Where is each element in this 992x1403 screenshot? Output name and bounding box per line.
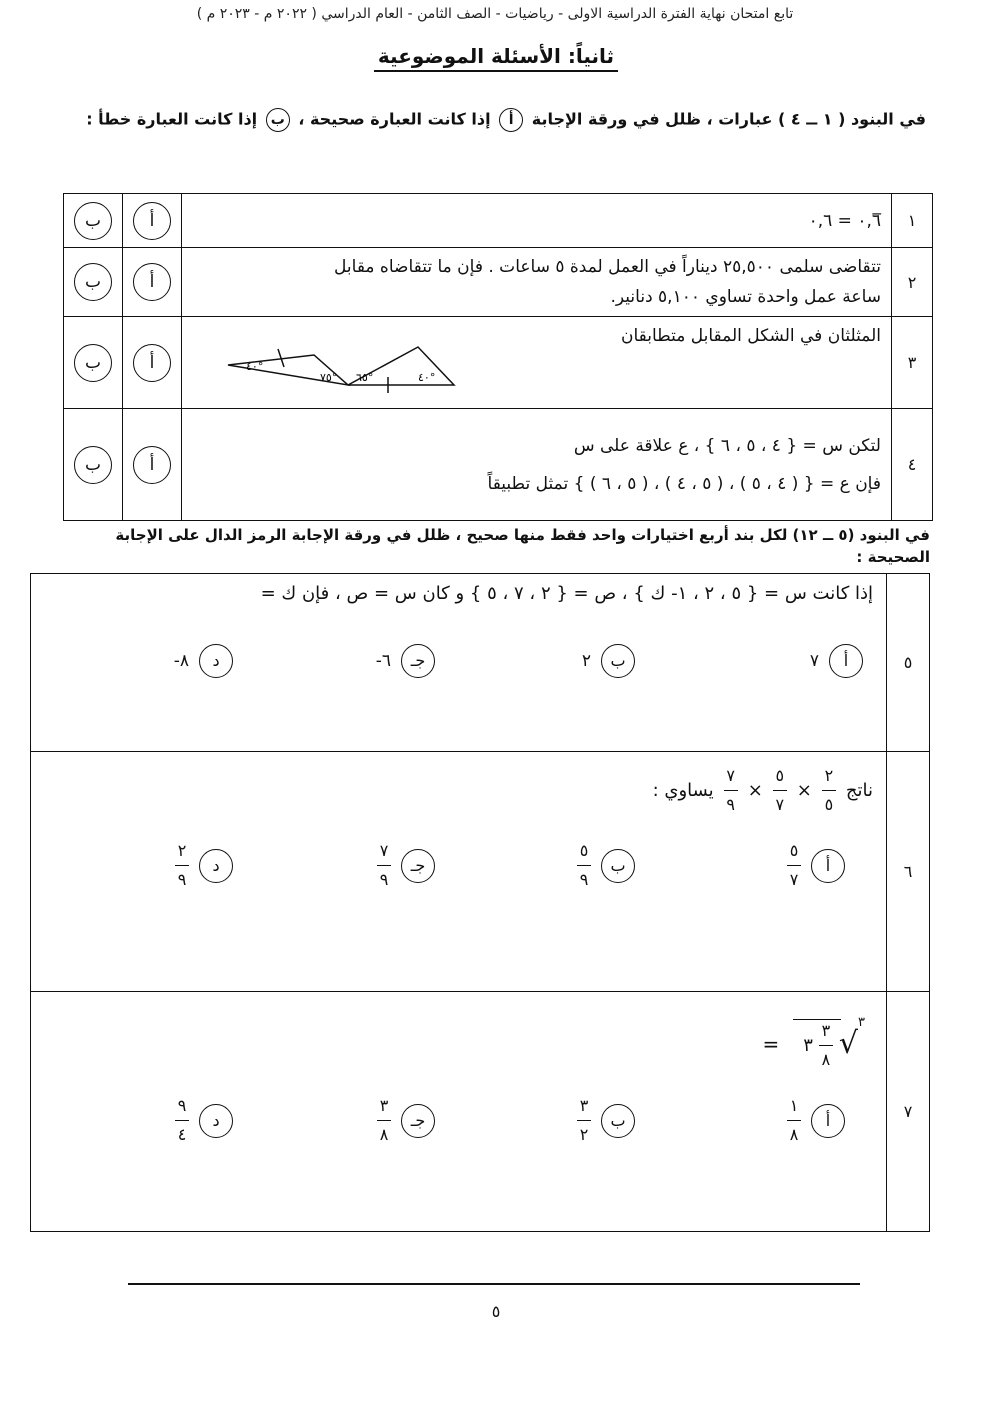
option-a-bubble[interactable]: أ: [133, 263, 171, 301]
option-b-bubble[interactable]: ب: [74, 446, 112, 484]
option-d-bubble[interactable]: د: [199, 1104, 233, 1138]
instructions-true-false: في البنود ( ١ ــ ٤ ) عبارات ، ظلل في ورقة الإجابة أ إذا كانت العبارة صحيحة ، ب إذا كانت العبارة خطأ :: [66, 108, 926, 132]
question-cell: [31, 992, 887, 1232]
item-number: ٤: [892, 409, 933, 521]
angle-label: ٤٠°: [246, 360, 264, 373]
tf-row-2: [64, 248, 933, 317]
option-a[interactable]: أ ٧: [810, 644, 863, 678]
option-b[interactable]: ب $\frac{٥}{٩}$: [577, 842, 635, 889]
question-cell: [31, 752, 887, 992]
option-b-bubble[interactable]: ب: [601, 849, 635, 883]
angle-label: ٦٥°: [356, 371, 374, 384]
question-text: ناتج $\frac{٢}{٥}$ × $\frac{٥}{٧}$ × $\frac{٧}{٩}$ يساوي :: [652, 766, 873, 814]
item-number: ٣: [892, 317, 933, 409]
section-title: ثانياً: الأسئلة الموضوعية: [0, 44, 992, 68]
option-a-bubble[interactable]: أ: [133, 446, 171, 484]
option-c[interactable]: جـ -٦: [376, 644, 435, 678]
item-number: ٢: [892, 248, 933, 317]
option-c-bubble[interactable]: جـ: [401, 849, 435, 883]
footer-divider: [128, 1283, 860, 1285]
option-a[interactable]: أ $\frac{٥}{٧}$: [787, 842, 845, 889]
option-a[interactable]: أ $\frac{١}{٨}$: [787, 1097, 845, 1144]
option-a-bubble[interactable]: أ: [811, 849, 845, 883]
instructions-multiple-choice: في البنود (٥ ــ ١٢) لكل بند أربع اختيارات واحد فقط منها صحيح ، ظلل في ورقة الإجابة الرمز الدال على الإجابة الصحيحة :: [115, 526, 930, 566]
option-c-bubble[interactable]: جـ: [401, 644, 435, 678]
option-a-bubble[interactable]: أ: [133, 344, 171, 382]
option-d[interactable]: د $\frac{٢}{٩}$: [175, 842, 233, 889]
symbol-false-icon: ب: [266, 108, 290, 132]
question-text: إذا كانت س = { ٥ ، ٢ ، ١- ك } ، ص = { ٢ ، ٧ ، ٥ } و كان س = ص ، فإن ك =: [260, 583, 873, 604]
question-cell: [31, 574, 887, 752]
mc-row-6: [31, 752, 930, 992]
option-b-bubble[interactable]: ب: [601, 644, 635, 678]
page-number: ٥: [491, 1302, 501, 1321]
item-number: ٥: [887, 574, 930, 752]
tf-row-4: [64, 409, 933, 521]
option-b-bubble[interactable]: ب: [74, 263, 112, 301]
item-number: ٧: [887, 992, 930, 1232]
question-text: ٣ $\frac{٣}{٨}$ √ ٣ =: [762, 1015, 865, 1069]
mc-row-5: [31, 574, 930, 752]
option-d[interactable]: د -٨: [174, 644, 233, 678]
tf-row-1: [64, 194, 933, 248]
option-b[interactable]: ب ٢: [582, 644, 635, 678]
option-d-bubble[interactable]: د: [199, 849, 233, 883]
statement: لتكن س = { ٤ ، ٥ ، ٦ } ، ع علاقة على س فإن ع = { ( ٤ ، ٥ ) ، ( ٥ ، ٤ ) ، ( ٥ ، ٦ ) } تمثل تطبيقاً: [182, 409, 892, 521]
item-number: ١: [892, 194, 933, 248]
true-false-table: [63, 193, 933, 521]
option-b-bubble[interactable]: ب: [74, 202, 112, 240]
option-b[interactable]: ب $\frac{٣}{٢}$: [577, 1097, 635, 1144]
option-b-bubble[interactable]: ب: [601, 1104, 635, 1138]
statement: المثلثان في الشكل المقابل متطابقان ٤٠° ٧٥° ٦٥° ٤٠°: [182, 317, 892, 409]
option-a-bubble[interactable]: أ: [829, 644, 863, 678]
tf-row-3: [64, 317, 933, 409]
option-c[interactable]: جـ $\frac{٧}{٩}$: [377, 842, 435, 889]
statement: تتقاضى سلمى ٢٥,٥٠٠ ديناراً في العمل لمدة ٥ ساعات . فإن ما تتقاضاه مقابل ساعة عمل واحدة تساوي ٥,١٠٠ دنانير.: [182, 248, 892, 317]
triangles-figure: [222, 343, 462, 393]
item-number: ٦: [887, 752, 930, 992]
angle-label: ٤٠°: [418, 371, 436, 384]
option-c[interactable]: جـ $\frac{٣}{٨}$: [377, 1097, 435, 1144]
option-b-bubble[interactable]: ب: [74, 344, 112, 382]
statement: ٠,٦̅ = ٠,٦: [182, 194, 892, 248]
option-a-bubble[interactable]: أ: [133, 202, 171, 240]
symbol-true-icon: أ: [499, 108, 523, 132]
option-c-bubble[interactable]: جـ: [401, 1104, 435, 1138]
option-a-bubble[interactable]: أ: [811, 1104, 845, 1138]
option-d-bubble[interactable]: د: [199, 644, 233, 678]
angle-label: ٧٥°: [320, 371, 338, 384]
option-d[interactable]: د $\frac{٩}{٤}$: [175, 1097, 233, 1144]
exam-header: تابع امتحان نهاية الفترة الدراسية الاولى - رياضيات - الصف الثامن - العام الدراسي ( ٢٠٢٢ م - ٢٠٢٣ م ): [196, 6, 794, 22]
cube-root-expression: ٣ $\frac{٣}{٨}$ √ ٣: [793, 1019, 865, 1069]
mc-row-7: [31, 992, 930, 1232]
multiple-choice-table: [30, 573, 930, 1232]
